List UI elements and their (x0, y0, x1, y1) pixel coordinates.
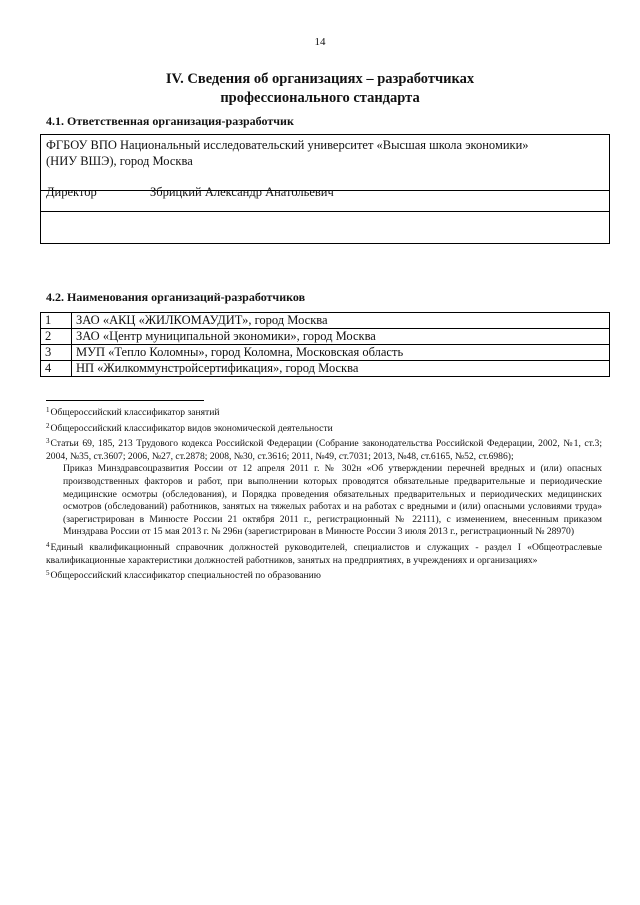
row-number: 2 (41, 329, 72, 345)
table-row (41, 313, 610, 329)
footnote-2 (46, 420, 602, 436)
footnote-mark: 1 (46, 406, 50, 414)
section-title-line-2: профессионального стандарта (220, 90, 420, 106)
footnote-separator (46, 400, 204, 401)
developers-table (40, 312, 610, 377)
table-row (41, 345, 610, 361)
org-name: МУП «Тепло Коломны», город Коломна, Московская область (72, 345, 610, 361)
page-number: 14 (314, 36, 326, 48)
footnote-mark: 5 (46, 569, 50, 578)
responsible-org-heading: 4.1. Ответственная организация-разработчик (46, 114, 294, 128)
org-name-line-1: ФГБОУ ВПО Национальный исследовательский университет «Высшая школа экономики» (46, 138, 529, 152)
footnote-3 (46, 435, 602, 463)
footnote-4 (46, 539, 602, 567)
org-name: ЗАО «АКЦ «ЖИЛКОМАУДИТ», город Москва (72, 313, 610, 329)
footnote-text: Единый квалификационный справочник должностей руководителей, специалистов и служащих - раздел I «Общеотраслевые квалификационные характеристики должностей работников, занятых на предприятиях, в учреждениях и организациях» (46, 541, 602, 566)
footnotes (46, 404, 602, 583)
footnote-3-order: Приказ Минздравсоцразвития России от 12 апреля 2011 г. № 302н «Об утверждении перечней вредных и (или) опасных производственных факторов и работ, при выполнении которых проводятся обязательные предварительные и периодические медицинские осмотры (обследования), и Порядка проведения обязательных предварительных и периодических медицинских осмотров (обследований) работников, занятых на тяжелых работах и на работах с вредными и (или) опасными условиями труда» (зарегистрирован в Минюсте России 21 октября 2011 г., регистрационный № 22111), с изменением, внесенным приказом Минздрава России от 15 мая 2013 г. № 296н (зарегистрирован в Минюсте России 3 июля 2013 г., регистрационный № 28970) (63, 463, 602, 538)
table-row (41, 361, 610, 377)
footnote-mark: 3 (46, 437, 50, 446)
section-title (60, 70, 580, 108)
responsible-org-table (40, 134, 610, 244)
footnote-1 (46, 404, 602, 420)
footnote-text: Статьи 69, 185, 213 Трудового кодекса Российской Федерации (Собрание законодательства Российской Федерации, 2002, №1, ст.3; 2004, №35, ст.3607; 2006, №27, ст.2878; 2008, №30, ст.3616; 2011, №49, ст.7031; 2013, №48, ст.6165, №52, ст.6986); (46, 438, 602, 462)
footnote-mark: 2 (46, 421, 50, 430)
developers-heading: 4.2. Наименования организаций-разработчиков (46, 290, 306, 304)
footnote-mark: 4 (46, 540, 50, 549)
footnote-text: Общероссийский классификатор видов экономической деятельности (50, 422, 333, 434)
footnote-5 (46, 567, 602, 583)
section-title-line-1: IV. Сведения об организациях – разработчиках (165, 71, 475, 87)
row-number: 1 (41, 313, 72, 329)
responsible-org-name (41, 135, 609, 191)
director-role: Директор (46, 185, 97, 199)
table-row (41, 329, 610, 345)
row-number: 4 (41, 361, 72, 377)
org-name: НП «Жилкоммунстройсертификация», город Москва (72, 361, 610, 377)
director-name: Збрицкий Александр Анатольевич (150, 185, 334, 199)
footnote-text: Общероссийский классификатор специальностей по образованию (50, 570, 321, 582)
director-row (41, 185, 609, 212)
org-name: ЗАО «Центр муниципальной экономики», город Москва (72, 329, 610, 345)
org-name-line-2: (НИУ ВШЭ), город Москва (46, 154, 193, 168)
footnote-text: Общероссийский классификатор занятий (50, 407, 220, 418)
row-number: 3 (41, 345, 72, 361)
